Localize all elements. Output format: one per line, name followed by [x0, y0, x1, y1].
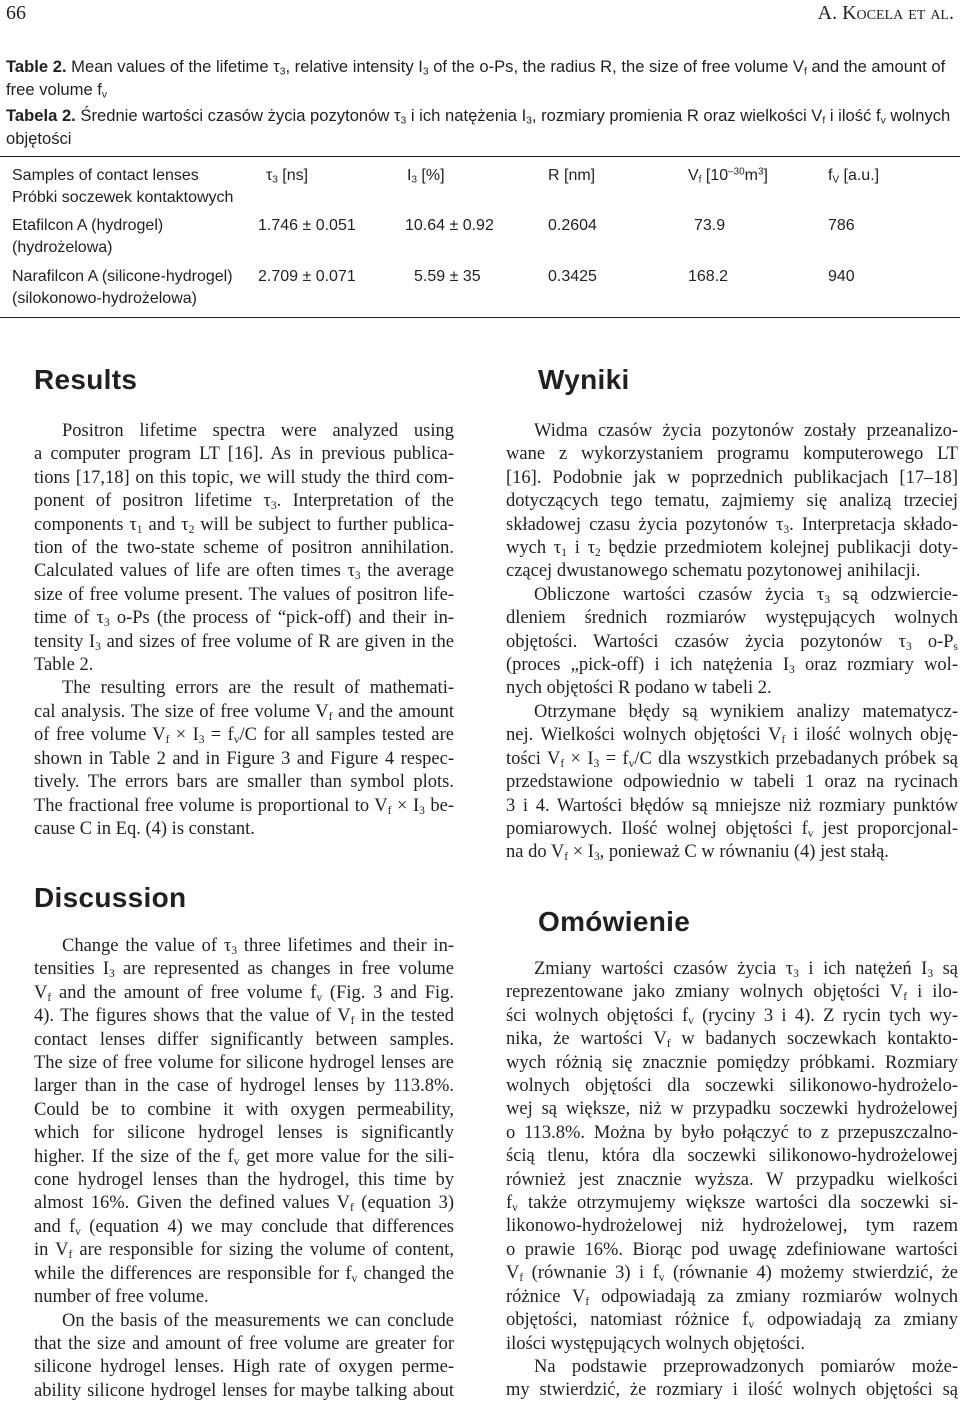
table-header-tau: $\tau_3$ [ns]: [266, 167, 309, 186]
text-line: The fractional free volume is proportional to $V_f \times I_3$ be-: [34, 795, 454, 817]
text-line: Otrzymane błędy są wynikiem analizy matematycz-: [534, 701, 958, 722]
table-cell-radius: 0.3425: [548, 268, 597, 285]
table-header-radius: R [nm]: [548, 167, 596, 184]
text-line: cal analysis. The size of free volume $V_f$ and the amount: [34, 701, 454, 723]
text-line: The size of free volume for silicone hydrogel lenses are: [34, 1053, 454, 1074]
text-line: of free volume $V_f \times I_3 = f_v/C$ for all samples tested are: [34, 725, 454, 747]
table-cell-volume: 168.2: [688, 268, 729, 285]
table-cell-fraction: 940: [828, 268, 855, 285]
text-line: wych różnią się znacznie pomiędzy próbkami. Rozmiary: [506, 1052, 958, 1073]
text-line: ability silicone hydrogel lenses for maybe talking about: [34, 1380, 454, 1401]
text-line: components $\tau_1$ and $\tau_2$ will be subject to further publica-: [34, 514, 454, 536]
text-line: (proces „pick-off) i ich natężenia $I_3$ oraz rozmiary wol-: [506, 655, 958, 676]
text-line: wych $\tau_1$ i $\tau_2$ będzie przedmiotem kolejnej publikacji doty-: [506, 538, 958, 559]
section-heading-results: Results: [34, 364, 138, 395]
wyniki-body: [506, 420, 958, 865]
text-line: ponent of positron lifetime $\tau_3$. Interpretation of the: [34, 491, 454, 513]
section-heading-discussion: Discussion: [34, 882, 187, 913]
section-heading-omowienie: Omówienie: [538, 906, 691, 937]
text-line: tively. The errors bars are smaller than symbol plots.: [34, 772, 454, 793]
text-line: Widma czasów życia pozytonów zostały przeanalizo-: [534, 421, 958, 441]
table-cell-volume: 73.9: [694, 217, 726, 234]
text-line: while the differences are responsible for $f_v$ changed the: [34, 1263, 454, 1285]
text-line: higher. If the size of the $f_v$ get more value for the sili-: [34, 1146, 454, 1168]
text-line: larger than in the case of hydrogel lenses by 113.8%.: [34, 1076, 454, 1097]
text-line: and $f_v$ (equation 4) we may conclude that differences: [34, 1216, 454, 1238]
text-line: contact lenses differ significantly between samples.: [34, 1029, 454, 1050]
table-header-fraction: $f_V$ [a.u.]: [828, 167, 880, 186]
text-line: that the size and amount of free volume are greater for: [34, 1333, 454, 1354]
section-heading-wyniki: Wyniki: [538, 364, 630, 395]
text-line: wej są większe, niż w przypadku soczewki hydrożelowej: [506, 1099, 958, 1120]
table-header-sample: Samples of contact lenses Próbki soczewek kontaktowych: [12, 167, 234, 206]
text-line: ścią tlenu, która dla soczewki silikonowo-hydrożelowej: [506, 1146, 958, 1167]
text-line: 3 i 4. Wartości błędów są mniejsze niż rozmiary punktów: [506, 795, 958, 816]
table-cell-fraction: 786: [828, 217, 855, 234]
text-line: Na podstawie przeprowadzonych pomiarów może-: [534, 1356, 958, 1377]
text-line: shown in Table 2 and in Figure 3 and Figure 4 respec-: [34, 748, 454, 769]
text-line: czącej dwustanowego schematu pozytonowej anihilacji.: [506, 561, 921, 582]
table-caption-pl: Tabela 2. Średnie wartości czasów życia pozytonów $\tau_3$ i ich natężenia $I_3$, rozmiary promienia R oraz wielkości $V_f$ i ilość $f_v$ wolnych objętości: [6, 106, 951, 148]
text-line: nej. Wielkości wolnych objętości $V_f$ i ilość wolnych obję-: [506, 725, 958, 747]
table-cell-intensity: 10.64 ± 0.92: [405, 217, 494, 234]
text-line: [16]. Podobnie jak w poprzednich publikacjach [17–18]: [506, 467, 958, 488]
text-line: silicone hydrogel lenses. High rate of oxygen perme-: [34, 1357, 454, 1378]
table-cell-intensity: 5.59 ± 35: [414, 268, 481, 285]
text-line: $V_f$ and the amount of free volume $f_v$ (Fig. 3 and Fig.: [34, 982, 455, 1004]
text-line: in $V_f$ are responsible for sizing the volume of content,: [34, 1240, 454, 1262]
text-line: dleniem średnich rozmiarów występujących wolnych: [506, 608, 958, 629]
text-line: tion of the two-state scheme of positron annihilation.: [34, 538, 454, 559]
text-line: my stwierdzić, że rozmiary i ilość wolnych objętości są: [506, 1380, 958, 1401]
results-body: [34, 420, 454, 841]
text-line: size of free volume present. The values of positron life-: [34, 584, 454, 605]
table-row-sample: Narafilcon A (silicone-hydrogel) (silokonowo-hydrożelowa): [12, 268, 233, 307]
text-line: Zmiany wartości czasów życia $\tau_3$ i ich natężeń $I_3$ są: [534, 959, 958, 980]
text-line: a computer program LT [16]. As in previous publica-: [34, 444, 454, 465]
text-line: na do $V_f \times I_3$, ponieważ C w równaniu (4) jest stałą.: [506, 842, 889, 864]
text-line: również jest znacznie wyższa. W przypadku wielkości: [506, 1169, 958, 1190]
text-line: $V_f$ (równanie 3) i $f_v$ (równanie 4) możemy stwierdzić, że: [506, 1263, 958, 1285]
omowienie-body: [506, 958, 958, 1403]
table-row-sample: Etafilcon A (hydrogel) (hydrożelowa): [12, 217, 164, 256]
text-line: Positron lifetime spectra were analyzed using: [62, 421, 454, 441]
text-line: Calculated values of life are often times $\tau_3$ the average: [34, 561, 454, 583]
text-line: number of free volume.: [34, 1287, 209, 1308]
table-caption-en: Table 2. Mean values of the lifetime $\tau_3$, relative intensity $I_3$ of the o-Ps, the radius R, the size of free volume $V_f$ and the amount of free volume $f_v$: [6, 57, 946, 101]
text-line: objętości. Wartości czasów życia pozytonów $\tau_3$ $o-P_s$: [506, 631, 958, 653]
text-line: objętości, natomiast różnice $f_v$ odpowiadają za zmiany: [506, 1310, 958, 1331]
text-line: likonowo-hydrożelowej niż hydrożelowej, tym razem: [506, 1216, 958, 1237]
text-line: 4). The figures shows that the value of $V_f$ in the tested: [34, 1006, 454, 1028]
table-cell-radius: 0.2604: [548, 217, 597, 234]
text-line: Change the value of $\tau_3$ three lifetimes and their in-: [62, 936, 454, 957]
discussion-body: [34, 935, 454, 1403]
text-line: Table 2.: [34, 655, 94, 676]
text-line: o prawie 16%. Biorąc pod uwagę zdefiniowane wartości: [506, 1239, 958, 1260]
text-line: ści wolnych objętości $f_v$ (ryciny 3 i 4). Z rycin tych wy-: [506, 1005, 958, 1027]
text-line: tensities $I_3$ are represented as changes in free volume: [34, 959, 454, 981]
text-line: pomiarowych. Ilość wolnej objętości $f_v$ jest proporcjonal-: [506, 818, 958, 840]
page-number: 66: [6, 2, 26, 24]
table-cell-tau: 1.746 ± 0.051: [258, 217, 356, 234]
table-cell-tau: 2.709 ± 0.071: [258, 268, 356, 285]
text-line: dotyczących tego tematu, zajmiemy się analizą trzeciej: [506, 491, 958, 512]
table-top-rule: [0, 156, 960, 157]
text-line: ilości występujących wolnych objętości.: [506, 1333, 806, 1354]
text-line: wolnych objętości dla soczewki silikonowo-hydrożelo-: [506, 1076, 958, 1097]
text-line: reprezentowane jako zmiany wolnych objętości $V_f$ i ilo-: [506, 982, 958, 1004]
text-line: o 113.8%. Można by było połączyć to z przepuszczalno-: [506, 1122, 958, 1143]
running-header-authors: A. Kocela et al.: [817, 2, 954, 24]
text-line: Obliczone wartości czasów życia $\tau_3$ są odzwiercie-: [534, 584, 958, 606]
table-bottom-rule: [0, 317, 960, 318]
text-line: which for silicone hydrogel lenses is significantly: [34, 1123, 454, 1144]
table-header-intensity: $I_3$ [%]: [407, 167, 445, 186]
text-line: różnice $V_f$ odpowiadają za zmiany rozmiarów wolnych: [506, 1286, 958, 1308]
text-line: tions [17,18] on this topic, we will study the third com-: [34, 467, 454, 488]
table-header-volume: $V_f$ $[10^{-30}m^3]$: [688, 166, 768, 186]
text-line: tensity $I_3$ and sizes of free volume of R are given in the: [34, 631, 454, 653]
text-line: nych objętości R podano w tabeli 2.: [506, 678, 772, 699]
text-line: time of $\tau_3$ o-Ps (the process of “pick-off) and their in-: [34, 608, 454, 630]
text-line: cause C in Eq. (4) is constant.: [34, 818, 255, 839]
text-line: nika, że wartości $V_f$ w badanych soczewkach kontakto-: [506, 1029, 958, 1051]
text-line: wane z wykorzystaniem programu komputerowego LT: [506, 444, 958, 465]
text-line: przedstawione odpowiednio w tabeli 1 oraz na rycinach: [506, 772, 958, 793]
text-line: $f_v$ także otrzymujemy większe wartości dla soczewki si-: [506, 1193, 958, 1214]
text-line: tości $V_f \times I_3 = f_v/C$ dla wszystkich przebadanych próbek są: [506, 748, 958, 770]
text-line: The resulting errors are the result of mathemati-: [62, 678, 454, 699]
text-line: Could be to combine it with oxygen permeability,: [34, 1099, 454, 1120]
text-line: cone hydrogel lenses than the hydrogel, this time by: [34, 1170, 454, 1191]
text-line: składowej czasu życia pozytonów $\tau_3$. Interpretacja składo-: [506, 514, 959, 536]
text-line: On the basis of the measurements we can conclude: [62, 1310, 454, 1331]
text-line: almost 16%. Given the defined values $V_f$ (equation 3): [34, 1193, 454, 1215]
